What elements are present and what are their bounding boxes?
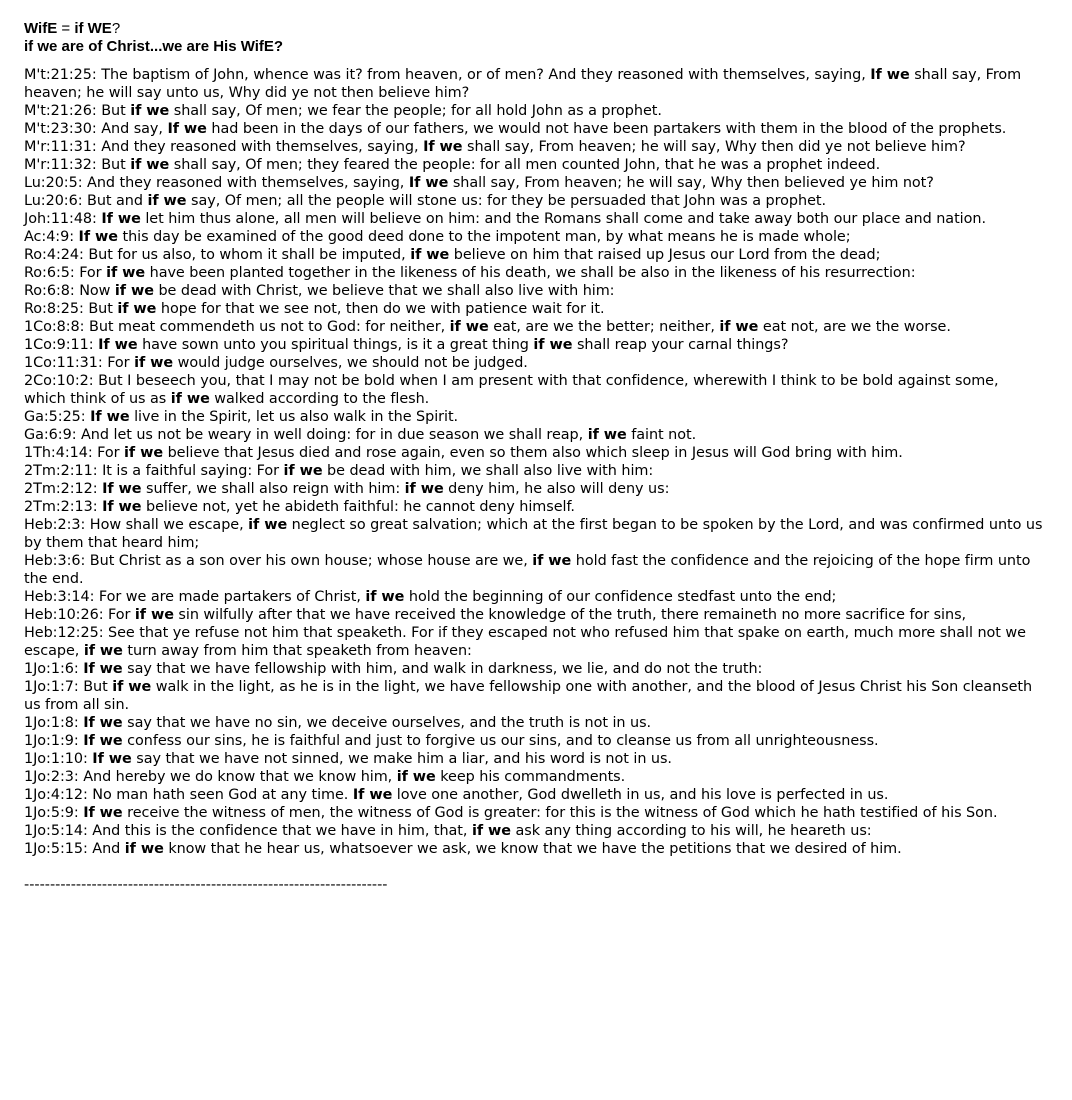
text-segment: But for us also, to whom it shall be imputed, <box>88 247 411 263</box>
text-segment: It is a faithful saying: For <box>102 463 284 479</box>
text-segment: turn away from him that speaketh from heaven: <box>122 643 472 659</box>
verse-reference: 2Tm:2:12 <box>24 481 93 497</box>
text-segment: say that we have no sin, we deceive ourselves, and the truth is not in us. <box>122 715 652 731</box>
highlight-phrase: if we <box>283 463 323 479</box>
verse-reference: 1Co:11:31 <box>24 355 98 371</box>
text-segment: No man hath seen God at any time. <box>92 787 353 803</box>
text-segment: But Christ as a son over his own house; whose house are we, <box>89 553 533 569</box>
highlight-phrase: If we <box>102 481 142 497</box>
highlight-phrase: if we <box>471 823 511 839</box>
verse-reference: Joh:11:48 <box>24 211 93 227</box>
verse-entry <box>24 102 1044 120</box>
verse-entry <box>24 516 1044 552</box>
text-segment: receive the witness of men, the witness of God is greater: for this is the witness of God which he hath testified of his Son. <box>122 805 998 821</box>
reference-separator: : <box>98 625 109 641</box>
verse-reference: 1Jo:2:3 <box>24 769 74 785</box>
verse-entry <box>24 714 1044 732</box>
reference-separator: : <box>92 211 102 227</box>
text-segment: have sown unto you spiritual things, is it a great thing <box>137 337 534 353</box>
verse-reference: Heb:12:25 <box>24 625 99 641</box>
reference-separator: : <box>88 373 99 389</box>
reference-separator: : <box>79 319 89 335</box>
text-segment: But <box>101 157 131 173</box>
reference-separator: : <box>77 193 88 209</box>
highlight-phrase: If we <box>167 121 207 137</box>
text-segment: eat, are we the better; neither, <box>488 319 720 335</box>
reference-separator: : <box>82 751 93 767</box>
text-segment: say, Of men; all the people will stone us: for they be persuaded that John was a prophet. <box>186 193 827 209</box>
reference-separator: : <box>91 67 102 83</box>
reference-separator: : <box>69 283 80 299</box>
verse-reference: Lu:20:5 <box>24 175 78 191</box>
text-segment: For <box>108 607 135 623</box>
text-segment: And they reasoned with themselves, saying, <box>101 139 424 155</box>
text-segment: believe on him that raised up Jesus our Lord from the dead; <box>449 247 881 263</box>
verse-reference: Heb:3:14 <box>24 589 90 605</box>
verse-reference: M'r:11:31 <box>24 139 92 155</box>
highlight-phrase: If we <box>408 175 449 191</box>
text-segment: The baptism of John, whence was it? from heaven, or of men? And they reasoned with themselves, saying, <box>101 67 871 83</box>
verse-entry <box>24 444 1044 462</box>
verse-entry <box>24 228 1044 246</box>
text-segment: But and <box>87 193 148 209</box>
highlight-phrase: if we <box>83 643 123 659</box>
text-segment: had been in the days of our fathers, we would not have been partakers with them in the blood of the prophets. <box>206 121 1007 137</box>
verse-reference: Heb:3:6 <box>24 553 81 569</box>
highlight-phrase: if we <box>170 391 210 407</box>
verse-reference: Ga:6:9 <box>24 427 72 443</box>
reference-separator: : <box>82 841 93 857</box>
reference-separator: : <box>92 499 103 515</box>
text-segment: walked according to the flesh. <box>209 391 430 407</box>
verse-entry <box>24 282 1044 300</box>
reference-separator: : <box>78 247 89 263</box>
text-segment: For we are made partakers of Christ, <box>98 589 366 605</box>
highlight-phrase: if we <box>130 157 170 173</box>
text-segment: shall reap your carnal things? <box>572 337 789 353</box>
verse-entry <box>24 588 1044 606</box>
highlight-phrase: If we <box>98 337 138 353</box>
highlight-phrase: if we <box>404 481 444 497</box>
reference-separator: : <box>91 139 102 155</box>
reference-separator: : <box>80 409 91 425</box>
verse-reference: 1Jo:1:6 <box>24 661 74 677</box>
text-segment: See that ye refuse not him that speaketh. For if they escaped not who refused him that spake on earth, much more shall not we escape, <box>24 625 1026 659</box>
reference-separator: : <box>91 121 102 137</box>
text-segment: confess our sins, he is faithful and just to forgive us our sins, and to cleanse us from all unrighteousness. <box>122 733 879 749</box>
verse-reference: 2Co:10:2 <box>24 373 89 389</box>
text-segment: shall say, From heaven; he will say, Why then believed ye him not? <box>448 175 934 191</box>
highlight-phrase: if we <box>147 193 187 209</box>
text-segment: have been planted together in the likeness of his death, we shall be also in the likeness of his resurrection: <box>145 265 916 281</box>
verse-entry <box>24 804 1044 822</box>
highlight-phrase: if we <box>410 247 450 263</box>
verse-reference: 1Jo:4:12 <box>24 787 83 803</box>
verse-entry <box>24 768 1044 786</box>
verse-entry <box>24 462 1044 480</box>
text-segment: eat not, are we the worse. <box>758 319 951 335</box>
highlight-phrase: If we <box>83 733 123 749</box>
title-line-2 <box>24 38 1044 56</box>
highlight-phrase: if we <box>134 355 174 371</box>
verse-entry <box>24 156 1044 174</box>
text-segment: For <box>79 265 107 281</box>
text-segment: ? <box>111 20 121 37</box>
highlight-phrase: If we <box>83 661 123 677</box>
verse-entry <box>24 822 1044 840</box>
reference-separator: : <box>80 553 90 569</box>
reference-separator: : <box>78 301 89 317</box>
verse-reference: 1Co:8:8 <box>24 319 80 335</box>
verse-reference: Heb:2:3 <box>24 517 81 533</box>
highlight-phrase: if we <box>396 769 436 785</box>
reference-separator: : <box>73 661 84 677</box>
highlight-phrase: If we <box>352 787 393 803</box>
verse-entry <box>24 750 1044 768</box>
highlight-phrase: if we <box>124 841 164 857</box>
verse-list <box>24 66 1044 858</box>
highlight-phrase: if we <box>365 589 405 605</box>
verse-reference: Ro:6:5 <box>24 265 70 281</box>
verse-reference: M'r:11:32 <box>24 157 92 173</box>
text-segment: And hereby we do know that we know him, <box>83 769 397 785</box>
text-segment: deny him, he also will deny us: <box>443 481 670 497</box>
text-segment: = <box>57 20 75 37</box>
text-segment: And this is the confidence that we have in him, that, <box>92 823 472 839</box>
highlight-phrase: if we <box>587 427 627 443</box>
highlight-phrase: if we <box>449 319 489 335</box>
highlight-phrase: if we are of Christ...we are His WifE? <box>24 38 284 55</box>
verse-reference: 1Co:9:11 <box>24 337 89 353</box>
title-line-1 <box>24 20 1044 38</box>
text-segment: For <box>107 355 135 371</box>
reference-separator: : <box>87 445 98 461</box>
highlight-phrase: If we <box>90 409 130 425</box>
verse-entry <box>24 336 1044 354</box>
text-segment: live in the Spirit, let us also walk in the Spirit. <box>129 409 459 425</box>
reference-separator: : <box>73 805 84 821</box>
text-segment: ask any thing according to his will, he heareth us: <box>510 823 872 839</box>
verse-reference: Ac:4:9 <box>24 229 70 245</box>
verse-entry <box>24 606 1044 624</box>
highlight-phrase: If we <box>870 67 910 83</box>
text-segment: let him thus alone, all men will believe on him: and the Romans shall come and take away both our place and nation. <box>140 211 986 227</box>
text-segment: But I beseech you, that I may not be bold when I am present with that confidence, wherewith I think to be bold against some, which think of us as <box>24 373 999 407</box>
reference-separator: : <box>73 679 84 695</box>
reference-separator: : <box>92 463 103 479</box>
text-segment: shall say, Of men; we fear the people; for all hold John as a prophet. <box>169 103 662 119</box>
text-segment: believe not, yet he abideth faithful: he cannot deny himself. <box>141 499 575 515</box>
highlight-phrase: if we <box>124 445 164 461</box>
reference-separator: : <box>91 157 102 173</box>
highlight-phrase: If we <box>78 229 118 245</box>
verse-reference: 2Tm:2:11 <box>24 463 93 479</box>
verse-reference: 1Jo:5:14 <box>24 823 83 839</box>
verse-entry <box>24 498 1044 516</box>
text-segment: would judge ourselves, we should not be judged. <box>173 355 528 371</box>
highlight-phrase: if we <box>719 319 759 335</box>
text-segment: But meat commendeth us not to God: for neither, <box>89 319 450 335</box>
text-segment: faint not. <box>626 427 697 443</box>
reference-separator: : <box>98 607 109 623</box>
verse-reference: Ro:8:25 <box>24 301 79 317</box>
reference-separator: : <box>80 517 90 533</box>
text-segment: know that he hear us, whatsoever we ask, we know that we have the petitions that we desired of him. <box>163 841 902 857</box>
text-segment: But <box>83 679 113 695</box>
highlight-phrase: if WE <box>74 20 112 37</box>
verse-entry <box>24 678 1044 714</box>
verse-reference: 1Jo:1:9 <box>24 733 74 749</box>
verse-reference: Lu:20:6 <box>24 193 78 209</box>
highlight-phrase: if we <box>114 283 154 299</box>
verse-entry <box>24 552 1044 588</box>
text-segment: For <box>97 445 125 461</box>
verse-reference: 1Jo:1:10 <box>24 751 83 767</box>
highlight-phrase: if we <box>112 679 152 695</box>
highlight-phrase: if we <box>248 517 288 533</box>
verse-reference: 1Th:4:14 <box>24 445 88 461</box>
verse-entry <box>24 264 1044 282</box>
verse-reference: M't:21:25 <box>24 67 92 83</box>
text-segment: believe that Jesus died and rose again, even so them also which sleep in Jesus will God bring with him. <box>163 445 903 461</box>
verse-reference: 1Jo:1:7 <box>24 679 74 695</box>
verse-entry <box>24 192 1044 210</box>
verse-entry <box>24 300 1044 318</box>
verse-entry <box>24 138 1044 156</box>
text-segment: shall say, Of men; they feared the people: for all men counted John, that he was a prophet indeed. <box>169 157 881 173</box>
reference-separator: : <box>88 337 99 353</box>
highlight-phrase: If we <box>102 499 142 515</box>
verse-reference: 1Jo:1:8 <box>24 715 74 731</box>
verse-reference: M't:21:26 <box>24 103 92 119</box>
document-body <box>24 20 1044 894</box>
verse-entry <box>24 408 1044 426</box>
verse-entry <box>24 660 1044 678</box>
verse-entry <box>24 174 1044 192</box>
text-segment: say that we have fellowship with him, and walk in darkness, we lie, and do not the truth: <box>122 661 763 677</box>
verse-reference: Ro:6:8 <box>24 283 70 299</box>
verse-entry <box>24 786 1044 804</box>
text-segment: keep his commandments. <box>435 769 626 785</box>
highlight-phrase: WifE <box>24 20 58 37</box>
document-title <box>24 20 1044 56</box>
text-segment: And they reasoned with themselves, saying, <box>87 175 409 191</box>
text-segment: neglect so great salvation; which at the first began to be spoken by the Lord, and was confirmed unto us by them that heard him; <box>24 517 1043 551</box>
reference-separator: : <box>69 265 80 281</box>
text-segment: say that we have not sinned, we make him a liar, and his word is not in us. <box>131 751 672 767</box>
highlight-phrase: if we <box>532 553 572 569</box>
verse-reference: Heb:10:26 <box>24 607 99 623</box>
text-segment: love one another, God dwelleth in us, and his love is perfected in us. <box>392 787 889 803</box>
reference-separator: : <box>89 589 99 605</box>
text-segment: And let us not be weary in well doing: for in due season we shall reap, <box>81 427 588 443</box>
reference-separator: : <box>91 103 102 119</box>
verse-reference: 1Jo:5:15 <box>24 841 83 857</box>
verse-entry <box>24 480 1044 498</box>
verse-entry <box>24 318 1044 336</box>
text-segment: But <box>88 301 118 317</box>
text-segment: this day be examined of the good deed done to the impotent man, by what means he is made whole; <box>117 229 851 245</box>
reference-separator: : <box>82 823 93 839</box>
highlight-phrase: if we <box>533 337 573 353</box>
reference-separator: : <box>73 769 84 785</box>
verse-reference: 1Jo:5:9 <box>24 805 74 821</box>
verse-reference: Ga:5:25 <box>24 409 81 425</box>
text-segment: hope for that we see not, then do we with patience wait for it. <box>156 301 605 317</box>
verse-entry <box>24 246 1044 264</box>
highlight-phrase: If we <box>423 139 463 155</box>
text-segment: shall say, From heaven; he will say, Why then did ye not believe him? <box>462 139 966 155</box>
verse-reference: 2Tm:2:13 <box>24 499 93 515</box>
reference-separator: : <box>69 229 79 245</box>
text-segment: And say, <box>101 121 168 137</box>
verse-entry <box>24 66 1044 102</box>
text-segment: But <box>101 103 131 119</box>
verse-reference: M't:23:30 <box>24 121 92 137</box>
text-segment: be dead with Christ, we believe that we shall also live with him: <box>153 283 615 299</box>
highlight-phrase: if we <box>117 301 157 317</box>
text-segment: Now <box>79 283 115 299</box>
highlight-phrase: If we <box>101 211 141 227</box>
text-segment: walk in the light, as he is in the light, we have fellowship one with another, and the blood of Jesus Christ his Son cleanseth us from all sin. <box>24 679 1033 713</box>
verse-entry <box>24 426 1044 444</box>
verse-entry <box>24 624 1044 660</box>
highlight-phrase: If we <box>83 715 123 731</box>
text-segment: hold fast the confidence and the rejoicing of the hope firm unto the end. <box>24 553 1031 587</box>
text-segment: sin wilfully after that we have received the knowledge of the truth, there remaineth no more sacrifice for sins, <box>173 607 967 623</box>
text-segment: be dead with him, we shall also live with him: <box>322 463 654 479</box>
reference-separator: : <box>97 355 108 371</box>
verse-entry <box>24 372 1044 408</box>
reference-separator: : <box>73 715 84 731</box>
divider-line: ---------------------------------------------------------------------- <box>24 877 388 893</box>
verse-entry <box>24 120 1044 138</box>
highlight-phrase: if we <box>134 607 174 623</box>
verse-entry <box>24 354 1044 372</box>
reference-separator: : <box>92 481 103 497</box>
reference-separator: : <box>82 787 93 803</box>
text-segment: How shall we escape, <box>89 517 249 533</box>
text-segment: hold the beginning of our confidence stedfast unto the end; <box>404 589 837 605</box>
text-segment: And <box>92 841 125 857</box>
highlight-phrase: if we <box>106 265 146 281</box>
text-segment: suffer, we shall also reign with him: <box>141 481 405 497</box>
highlight-phrase: if we <box>130 103 170 119</box>
highlight-phrase: If we <box>92 751 132 767</box>
verse-entry <box>24 732 1044 750</box>
reference-separator: : <box>77 175 88 191</box>
text-segment: shall say, From heaven; he will say unto us, Why did ye not then believe him? <box>24 67 1022 101</box>
reference-separator: : <box>73 733 84 749</box>
reference-separator: : <box>71 427 82 443</box>
verse-entry <box>24 210 1044 228</box>
highlight-phrase: If we <box>83 805 123 821</box>
verse-entry <box>24 840 1044 858</box>
verse-reference: Ro:4:24 <box>24 247 79 263</box>
